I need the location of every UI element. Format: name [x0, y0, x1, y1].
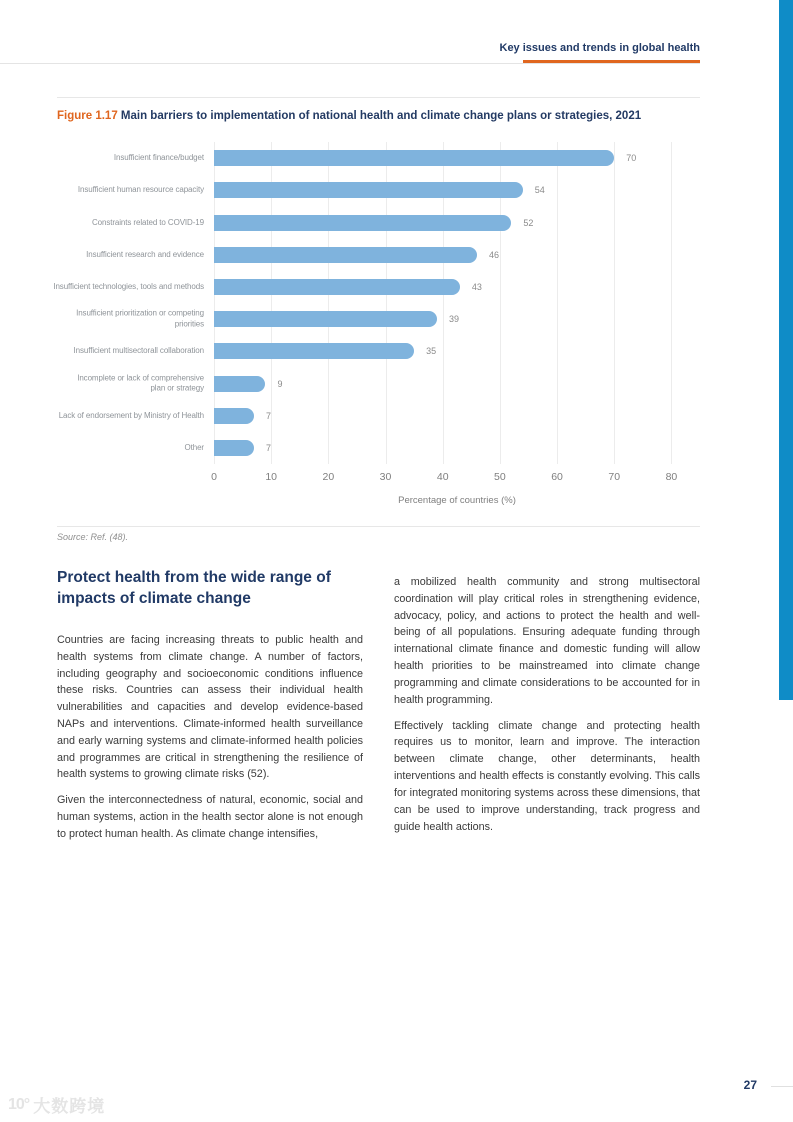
chart-row — [57, 206, 700, 238]
running-header: Key issues and trends in global health — [499, 42, 700, 54]
category-label: Insufficient multisectorall collaboration — [73, 346, 204, 356]
x-tick-label: 50 — [494, 471, 506, 483]
x-tick-label: 70 — [608, 471, 621, 483]
category-label: Lack of endorsement by Ministry of Health — [58, 410, 204, 420]
bar — [214, 408, 254, 424]
watermark-logo-icon: 10° — [8, 1095, 30, 1113]
category-label: Incomplete or lack of comprehensive plan or strategy — [77, 373, 204, 393]
chart-row — [53, 271, 700, 303]
chart-row — [57, 239, 700, 271]
text-column-left — [57, 568, 363, 852]
value-label: 43 — [471, 281, 482, 292]
bar — [214, 182, 523, 198]
header-divider — [0, 63, 700, 64]
value-label: 9 — [277, 378, 283, 389]
value-label: 70 — [626, 153, 637, 164]
chart-row — [57, 400, 700, 432]
x-tick-label: 40 — [436, 471, 449, 483]
paragraph: Given the interconnectedness of natural, economic, social and human systems, action in the health sector alone is not enough to protect human health. As climate change intensifies, — [57, 794, 363, 840]
bar — [214, 343, 414, 359]
x-tick-label: 80 — [665, 471, 678, 483]
bar — [214, 247, 477, 263]
chart-row — [57, 335, 700, 367]
value-label: 46 — [489, 249, 500, 260]
figure-top-divider — [57, 97, 700, 98]
figure-caption — [57, 110, 700, 122]
bar — [214, 150, 614, 166]
watermark — [8, 1092, 105, 1117]
x-tick-label: 60 — [551, 471, 563, 483]
figure-caption-text: Main barriers to implementation of national health and climate change plans or strategies, 2021 — [120, 110, 642, 122]
category-label: Other — [184, 442, 204, 452]
category-label: Insufficient finance/budget — [113, 152, 204, 162]
value-label: 7 — [266, 442, 272, 453]
x-axis-title: Percentage of countries (%) — [398, 495, 516, 506]
x-axis — [211, 471, 700, 486]
page-number: 27 — [743, 1078, 757, 1092]
chart-row — [57, 432, 700, 464]
page-edge-accent-bar — [779, 0, 793, 700]
category-label: Constraints related to COVID-19 — [91, 217, 204, 227]
category-label: Insufficient research and evidence — [86, 249, 204, 259]
x-tick-label: 0 — [211, 471, 217, 483]
bar — [214, 279, 460, 295]
header-accent-line — [523, 60, 700, 63]
chart-row — [57, 174, 700, 206]
chart-row — [57, 303, 700, 335]
figure-bottom-divider — [57, 526, 700, 527]
chart-row — [57, 367, 700, 399]
x-tick-label: 30 — [379, 471, 392, 483]
value-label: 54 — [534, 185, 545, 196]
category-label: Insufficient technologies, tools and methods — [53, 281, 204, 291]
footer-rule — [771, 1086, 793, 1087]
section-heading: Protect health from the wide range of impacts of climate change — [57, 569, 331, 607]
bar-chart — [53, 142, 700, 506]
value-label: 35 — [426, 346, 437, 357]
watermark-text: 大数跨境 — [33, 1097, 106, 1116]
x-tick-label: 20 — [322, 471, 335, 483]
bar — [214, 311, 437, 327]
bar — [214, 376, 265, 392]
value-label: 52 — [523, 217, 534, 228]
category-label: Insufficient prioritization or competing priorities — [76, 308, 204, 329]
paragraph: a mobilized health community and strong multisectoral coordination will play critical roles in strengthening evidence, advocacy, policy, and actions to protect the health and well-being of all populations. Ensuring adequate funding through international climate finance and domestic funding will allow health priorities to be mainstreamed into climate change programming and climate considerations to be accounted for in health programming. — [394, 576, 700, 706]
chart-row — [57, 142, 700, 174]
figure-source: Source: Ref. (48). — [57, 532, 129, 542]
text-column-right — [394, 574, 700, 844]
paragraph: Effectively tackling climate change and protecting health requires us to monitor, learn and improve. The interaction between climate change, other determinants, health interventions and health effects is constantly evolving. This calls for integrated monitoring systems across these dimensions, that can be used to improve understanding, track progress and guide health actions. — [394, 719, 700, 833]
category-label: Insufficient human resource capacity — [77, 185, 204, 195]
bar — [214, 215, 511, 231]
paragraph: Countries are facing increasing threats to public health and health systems from climate change. A number of factors, including geography and socioeconomic conditions influence these risks. Countries can assess their individual health vulnerabilities and capacities and develop evidence-based NAPs and interventions. Climate-informed health surveillance and early warning systems and climate-informed health policies and programmes are critical in strengthening the resilience of health systems to growing climate risks (52). — [57, 633, 363, 781]
bar — [214, 440, 254, 456]
x-tick-label: 10 — [265, 471, 278, 483]
figure-number: Figure 1.17 — [57, 110, 118, 122]
value-label: 39 — [448, 314, 459, 325]
value-label: 7 — [266, 410, 272, 421]
chart-rows — [53, 142, 700, 464]
